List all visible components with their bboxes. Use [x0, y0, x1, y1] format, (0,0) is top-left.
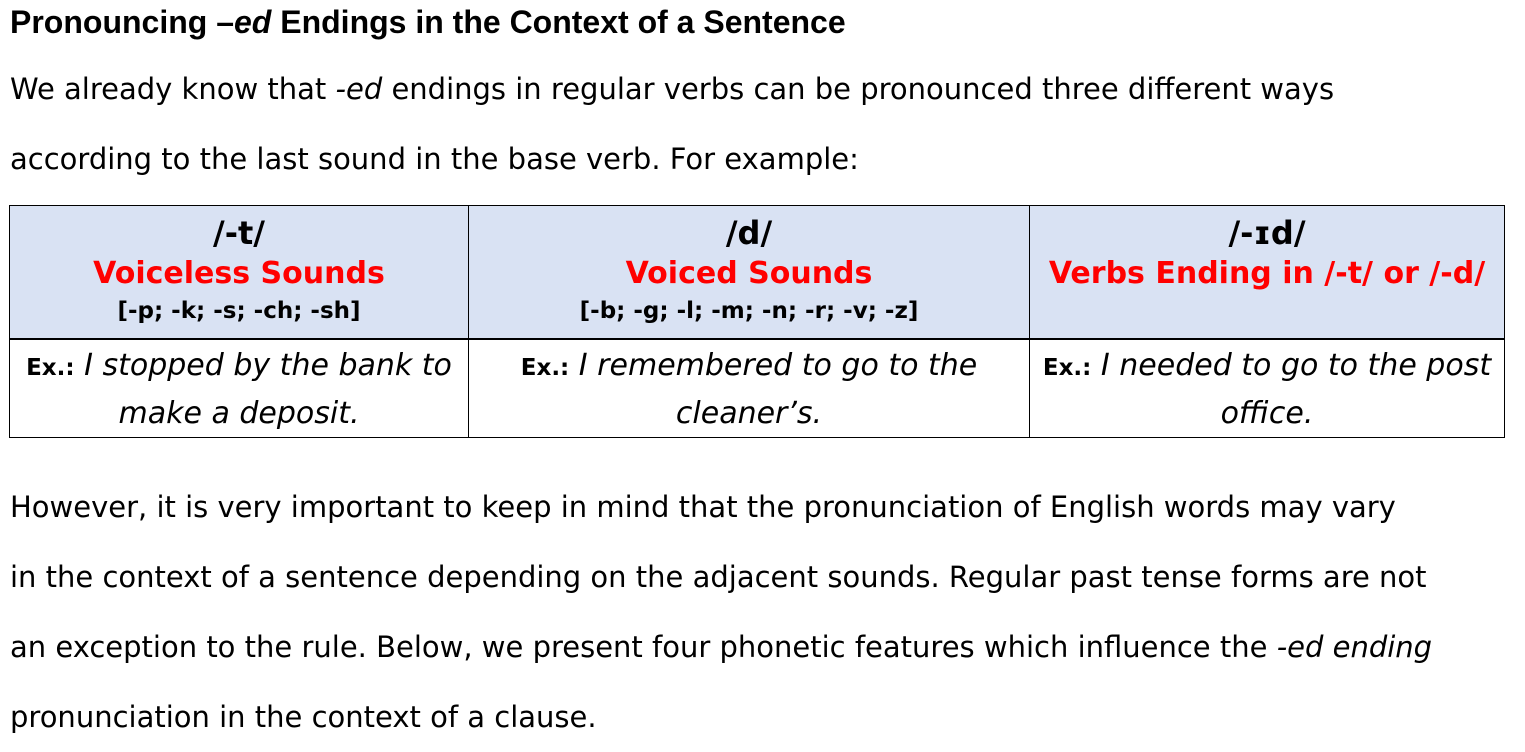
body-line-3	[10, 612, 1432, 682]
table-header-row	[10, 206, 1505, 340]
header-cell-t	[10, 206, 469, 340]
example-sentence: I remembered to go to the cleaner’s.	[578, 348, 978, 431]
body-ed-term: -ed ending	[1276, 630, 1433, 664]
table-example-row	[10, 339, 1505, 438]
body-line-2: in the context of a sentence depending on the adjacent sounds. Regular past tense forms are not	[10, 560, 1427, 594]
body-line-4: pronunciation in the context of a clause.	[10, 700, 597, 734]
sounds-voiceless: [-p; -k; -s; -ch; -sh]	[117, 298, 361, 324]
header-cell-d	[469, 206, 1030, 340]
example-cell-d	[469, 339, 1030, 438]
symbol-id: /-ɪd/	[1228, 214, 1306, 252]
page-title	[10, 2, 846, 42]
example-id	[1030, 340, 1504, 437]
sounds-voiced: [-b; -g; -l; -m; -n; -r; -v; -z]	[579, 298, 919, 324]
category-t-d-ending: Verbs Ending in /-t/ or /-d/	[1048, 256, 1486, 291]
body-paragraph	[10, 472, 1432, 752]
symbol-d: /d/	[725, 214, 773, 252]
intro-line-2: according to the last sound in the base verb. For example:	[10, 142, 859, 176]
example-label: Ex.:	[26, 355, 75, 381]
ed-endings-table	[9, 205, 1505, 438]
symbol-t: /-t/	[213, 214, 265, 252]
intro-line-1	[10, 54, 1334, 124]
intro-text-b: endings in regular verbs can be pronounced three different ways	[382, 72, 1335, 106]
title-ed-suffix: ed	[234, 4, 272, 40]
example-sentence: I stopped by the bank to make a deposit.	[84, 348, 452, 431]
category-voiced: Voiced Sounds	[625, 256, 873, 291]
body-line-1: However, it is very important to keep in mind that the pronunciation of English words may vary	[10, 490, 1396, 524]
example-label: Ex.:	[520, 355, 570, 381]
example-cell-t	[10, 339, 469, 438]
intro-text-a: We already know that	[10, 72, 336, 106]
title-suffix: Endings in the Context of a Sentence	[271, 4, 846, 40]
example-d	[469, 340, 1029, 437]
category-voiceless: Voiceless Sounds	[93, 256, 385, 291]
body-text-a: an exception to the rule. Below, we present four phonetic features which influence the	[10, 630, 1277, 664]
example-label: Ex.:	[1042, 355, 1092, 381]
intro-ed-term: -ed	[335, 72, 383, 106]
title-prefix: Pronouncing –	[10, 4, 234, 40]
header-cell-id	[1030, 206, 1505, 340]
example-cell-id	[1030, 339, 1505, 438]
example-t	[10, 340, 468, 437]
intro-paragraph	[10, 54, 1334, 194]
example-sentence: I needed to go to the post office.	[1100, 348, 1492, 431]
